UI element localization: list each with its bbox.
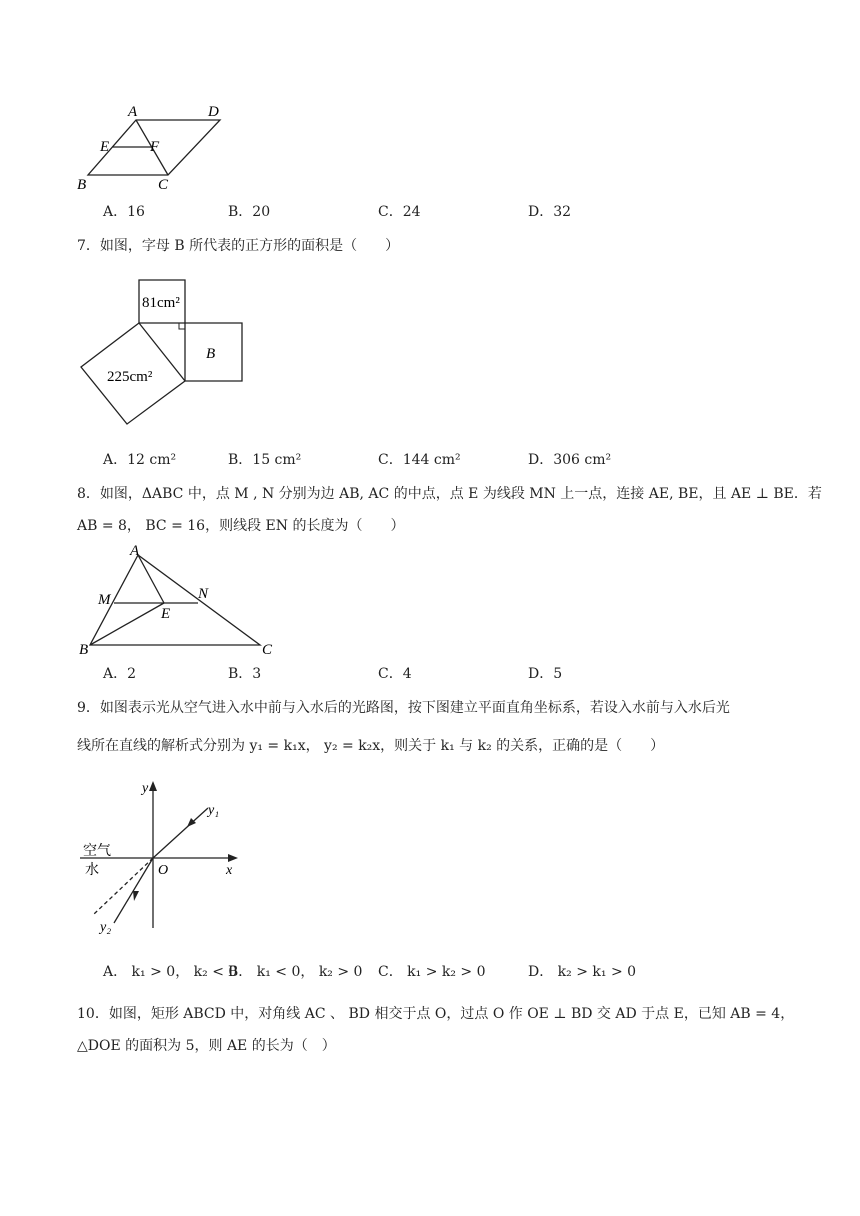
q9-option-d[interactable]: D． k₂ > k₁ > 0 bbox=[528, 964, 637, 980]
q7-option-b[interactable]: B．15 cm² bbox=[228, 452, 302, 468]
q8-option-c[interactable]: C．4 bbox=[378, 666, 412, 682]
q10-stem-line2: △DOE 的面积为 5，则 AE 的长为（ ） bbox=[77, 1038, 336, 1054]
label-n: N bbox=[198, 586, 209, 602]
q8-option-b[interactable]: B．3 bbox=[228, 666, 262, 682]
triangle-abc bbox=[90, 555, 260, 645]
q9-figure bbox=[78, 778, 248, 940]
q8-option-a[interactable]: A．2 bbox=[103, 666, 137, 682]
q7-stem: 7．如图，字母 B 所代表的正方形的面积是（ ） bbox=[77, 238, 400, 254]
ray-y1-label: y₁ bbox=[208, 803, 220, 818]
q9-stem-line1: 9．如图表示光从空气进入水中前与入水后的光路图，按下图建立平面直角坐标系，若设入水前与入水后光 bbox=[77, 700, 730, 716]
q6-option-c[interactable]: C．24 bbox=[378, 204, 421, 220]
ray-y2-label: y₂ bbox=[100, 920, 112, 935]
label-a: A bbox=[128, 104, 138, 120]
q9-option-c[interactable]: C． k₁ > k₂ > 0 bbox=[378, 964, 486, 980]
label-b: B bbox=[77, 177, 87, 193]
origin-label: O bbox=[158, 863, 169, 878]
x-axis-arrow-icon bbox=[228, 854, 238, 862]
ray-y2 bbox=[114, 858, 153, 923]
q10-stem-line1: 10．如图，矩形 ABCD 中，对角线 AC 、 BD 相交于点 O，过点 O 作 OE ⊥ BD 交 AD 于点 E，已知 AB = 4， bbox=[77, 1006, 795, 1022]
label-e: E bbox=[161, 606, 171, 622]
label-f: F bbox=[150, 139, 160, 155]
top-square-area: 81cm² bbox=[142, 295, 180, 311]
ray-y2-arrow-icon bbox=[133, 891, 139, 901]
q8-option-d[interactable]: D．5 bbox=[528, 666, 563, 682]
q7-option-a[interactable]: A．12 cm² bbox=[103, 452, 177, 468]
x-axis-label: x bbox=[226, 863, 233, 878]
y-axis-label: y bbox=[142, 781, 149, 796]
label-a: A bbox=[130, 543, 140, 559]
q7-figure bbox=[78, 276, 248, 426]
label-c: C bbox=[158, 177, 169, 193]
right-angle-mark bbox=[179, 323, 185, 329]
label-c: C bbox=[262, 642, 273, 657]
q6-figure bbox=[70, 100, 230, 195]
label-b: B bbox=[79, 642, 89, 657]
q9-option-a[interactable]: A． k₁ > 0， k₂ < 0 bbox=[103, 964, 238, 980]
q8-stem-line1: 8．如图，ΔABC 中，点 M , N 分别为边 AB, AC 的中点，点 E 为线段 MN 上一点，连接 AE, BE，且 AE ⊥ BE．若 bbox=[77, 486, 822, 502]
q8-stem-line2: AB = 8， BC = 16，则线段 EN 的长度为（ ） bbox=[77, 518, 405, 534]
right-square-label: B bbox=[206, 346, 216, 362]
q9-option-b[interactable]: B． k₁ < 0， k₂ > 0 bbox=[228, 964, 363, 980]
water-label: 水 bbox=[85, 863, 99, 878]
q9-stem-line2: 线所在直线的解析式分别为 y₁ = k₁x， y₂ = k₂x，则关于 k₁ 与 k₂ 的关系，正确的是（ ） bbox=[77, 738, 665, 754]
q7-option-c[interactable]: C．144 cm² bbox=[378, 452, 461, 468]
q7-option-d[interactable]: D．306 cm² bbox=[528, 452, 612, 468]
segment-ae bbox=[138, 555, 164, 603]
left-square-area: 225cm² bbox=[107, 369, 153, 385]
air-label: 空气 bbox=[83, 844, 111, 859]
q6-option-a[interactable]: A．16 bbox=[103, 204, 145, 220]
label-d: D bbox=[208, 104, 219, 120]
label-e: E bbox=[100, 139, 110, 155]
extension-dashed-line bbox=[94, 858, 153, 914]
label-m: M bbox=[98, 592, 111, 608]
q6-option-d[interactable]: D．32 bbox=[528, 204, 572, 220]
y-axis-arrow-icon bbox=[149, 781, 157, 791]
q8-figure bbox=[74, 541, 284, 657]
ray-y1 bbox=[153, 808, 208, 858]
q6-option-b[interactable]: B．20 bbox=[228, 204, 271, 220]
